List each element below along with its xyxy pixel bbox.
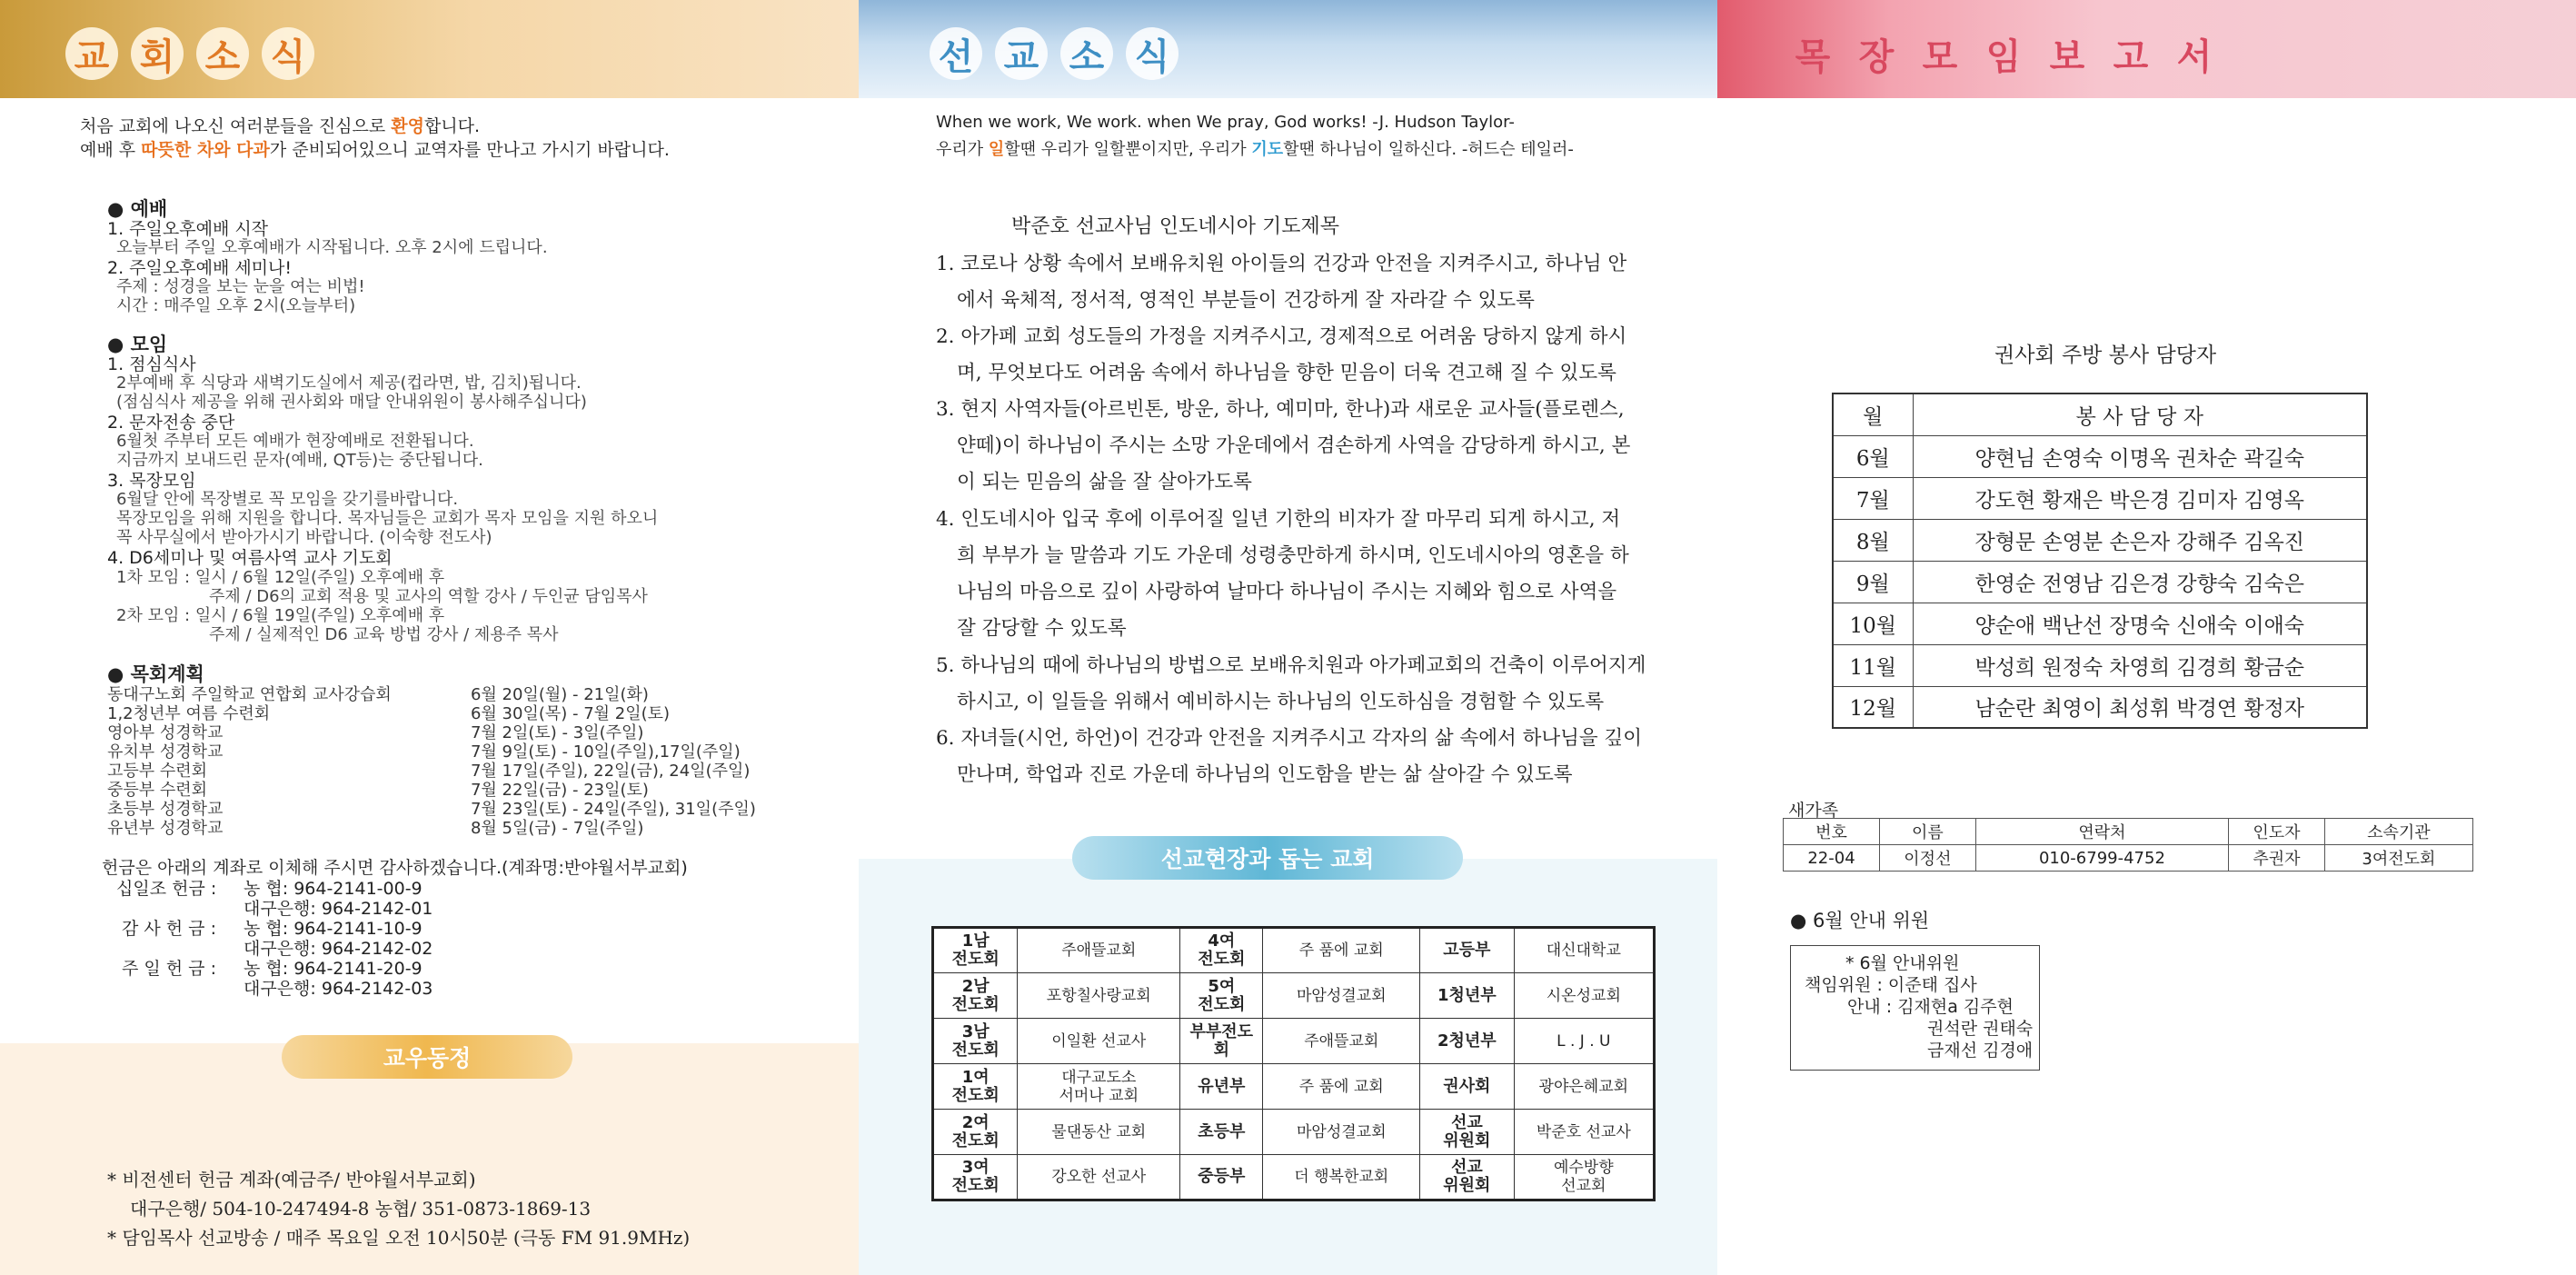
church-row bbox=[933, 1064, 1655, 1110]
plan-event: 유년부 성경학교 bbox=[107, 819, 224, 838]
plan-event: 유치부 성경학교 bbox=[107, 742, 224, 762]
worship-item-title: 1. 주일오후예배 시작 bbox=[107, 219, 269, 239]
plan-event: 동대구노회 주일학교 연합회 교사강습회 bbox=[107, 685, 392, 704]
newcomer-cell: 22-04 bbox=[1784, 845, 1880, 872]
worship-item-text: 시간 : 매주일 오후 2시(오늘부터) bbox=[116, 296, 356, 315]
quote-text: 할땐 하나님이 일하신다. -허드슨 테일러- bbox=[1283, 140, 1574, 159]
prayer-line: 1. 코로나 상황 속에서 보배유치원 아이들의 건강과 안전을 지켜주시고, 하나님 안 bbox=[936, 253, 1627, 275]
plan-event: 고등부 수련회 bbox=[107, 762, 208, 781]
church-news-title bbox=[65, 27, 314, 80]
banner-char: 모 bbox=[1922, 35, 1958, 78]
meeting-item-text: 1차 모임 : 일시 / 6월 12일(주일) 오후예배 후 bbox=[116, 568, 445, 587]
offering-account: 대구은행: 964-2142-01 bbox=[244, 899, 433, 919]
newcomer-cell: 3여전도회 bbox=[2324, 845, 2472, 872]
church-group: 5여 전도회 bbox=[1180, 973, 1263, 1019]
supporting-churches-ribbon: 선교현장과 돕는 교회 bbox=[1072, 836, 1463, 880]
church-group: 초등부 bbox=[1180, 1110, 1263, 1155]
refreshment-highlight: 따뜻한 차와 다과 bbox=[141, 140, 270, 160]
banner-char: 소 bbox=[196, 27, 249, 80]
duty-row bbox=[1833, 519, 2367, 561]
banner-char: 교 bbox=[65, 27, 118, 80]
plan-date: 8월 5일(금) - 7일(주일) bbox=[471, 819, 644, 838]
meeting-item-text: (점심식사 제공을 위해 권사회와 매달 안내위원이 봉사해주십니다) bbox=[116, 393, 587, 412]
duty-month: 11월 bbox=[1833, 644, 1913, 686]
church-supported: 주 품에 교회 bbox=[1263, 928, 1420, 973]
church-group: 2청년부 bbox=[1420, 1019, 1515, 1064]
banner-char: 장 bbox=[1858, 35, 1895, 78]
banner-char: 회 bbox=[131, 27, 184, 80]
prayer-line: 잘 감당할 수 있도록 bbox=[957, 617, 1127, 640]
prayer-line: 만나며, 학업과 진로 가운데 하나님의 인도함을 받는 삶 살아갈 수 있도록 bbox=[957, 763, 1573, 786]
church-supported: 광야은혜교회 bbox=[1514, 1064, 1654, 1110]
church-supported: 주애뜰교회 bbox=[1018, 928, 1180, 973]
church-supported: 예수방향 선교회 bbox=[1514, 1155, 1654, 1200]
banner-char: 선 bbox=[930, 27, 982, 80]
guide-box-title: * 6월 안내위원 bbox=[1845, 953, 1960, 973]
guide-leader: 책임위원 : 이준태 집사 bbox=[1805, 975, 1977, 995]
church-supported: 마암성결교회 bbox=[1263, 973, 1420, 1019]
meeting-item-text: 주제 / 실제적인 D6 교육 방법 강사 / 제용주 목사 bbox=[209, 625, 559, 644]
worship-item-text: 주제 : 성경을 보는 눈을 여는 비법! bbox=[116, 277, 365, 296]
prayer-line: 하시고, 이 일들을 위해서 예비하시는 하나님의 인도하심을 경험할 수 있도록 bbox=[957, 691, 1605, 713]
meeting-heading: ● 모임 bbox=[107, 334, 168, 355]
banner-char: 고 bbox=[2113, 35, 2149, 78]
prayer-line: 3. 현지 사역자들(아르빈톤, 방운, 하나, 예미마, 한나)과 새로운 교사들(플로렌스, bbox=[936, 398, 1625, 421]
banner-char: 목 bbox=[1795, 35, 1831, 78]
plan-date: 6월 20일(월) - 21일(화) bbox=[471, 685, 649, 704]
church-supported: 주 품에 교회 bbox=[1263, 1064, 1420, 1110]
offering-account: 농 협: 964-2141-10-9 bbox=[244, 919, 423, 939]
church-row bbox=[933, 928, 1655, 973]
newcomer-header-cell: 번호 bbox=[1784, 819, 1880, 845]
kitchen-duty-table bbox=[1832, 393, 2368, 729]
prayer-line: 4. 인도네시아 입국 후에 이루어질 일년 기한의 비자가 잘 마무리 되게 하시고, 저 bbox=[936, 508, 1621, 531]
plan-date: 7월 9일(토) - 10일(주일),17일(주일) bbox=[471, 742, 741, 762]
plan-date: 6월 30일(목) - 7월 2일(토) bbox=[471, 704, 671, 723]
plan-event: 영아부 성경학교 bbox=[107, 723, 224, 742]
duty-month: 7월 bbox=[1833, 477, 1913, 519]
church-group: 3남 전도회 bbox=[933, 1019, 1018, 1064]
plan-date: 7월 22일(금) - 23일(토) bbox=[471, 781, 649, 800]
church-group: 2남 전도회 bbox=[933, 973, 1018, 1019]
duty-names: 양현님 손영숙 이명옥 권차순 곽길숙 bbox=[1913, 435, 2367, 477]
plan-row bbox=[107, 815, 643, 839]
banner-char: 서 bbox=[2176, 35, 2213, 78]
newcomer-cell: 추권자 bbox=[2229, 845, 2325, 872]
plan-event: 1,2청년부 여름 수련회 bbox=[107, 704, 271, 723]
church-news-banner bbox=[0, 0, 859, 98]
meeting-item-text: 6월달 안에 목장별로 꼭 모임을 갖기를바랍니다. bbox=[116, 490, 459, 509]
church-news-panel bbox=[0, 0, 859, 1275]
welcome-text: 예배 후 bbox=[80, 140, 142, 160]
guide-box bbox=[1790, 945, 2040, 1071]
church-group: 2여 전도회 bbox=[933, 1110, 1018, 1155]
offering-account: 농 협: 964-2141-20-9 bbox=[244, 959, 423, 979]
guide-heading: ● 6월 안내 위원 bbox=[1790, 910, 1930, 931]
meeting-item-title: 3. 목장모임 bbox=[107, 471, 196, 491]
church-row bbox=[933, 1155, 1655, 1200]
guide-members: 권석란 권태숙 bbox=[1927, 1019, 2034, 1039]
prayer-line: 2. 아가페 교회 성도들의 가정을 지켜주시고, 경제적으로 어려움 당하지 않게 하시 bbox=[936, 325, 1627, 348]
prayer-line: 에서 육체적, 정서적, 영적인 부분들이 건강하게 잘 자라갈 수 있도록 bbox=[957, 289, 1535, 312]
church-supported: 더 행복한교회 bbox=[1263, 1155, 1420, 1200]
duty-header-names: 봉 사 담 당 자 bbox=[1913, 393, 2367, 435]
member-news-ribbon: 교우동정 bbox=[282, 1035, 572, 1079]
church-group: 3여 전도회 bbox=[933, 1155, 1018, 1200]
meeting-item-title: 1. 점심식사 bbox=[107, 354, 196, 374]
church-supported: 포항칠사랑교회 bbox=[1018, 973, 1180, 1019]
duty-month: 6월 bbox=[1833, 435, 1913, 477]
welcome-text: 합니다. bbox=[423, 116, 481, 136]
cell-report-panel bbox=[1717, 0, 2576, 1275]
duty-row bbox=[1833, 686, 2367, 728]
prayer-line: 5. 하나님의 때에 하나님의 방법으로 보배유치원과 아가페교회의 건축이 이루어지게 bbox=[936, 654, 1646, 677]
newcomer-label: 새가족 bbox=[1788, 801, 1839, 821]
meeting-item-text: 2차 모임 : 일시 / 6월 19일(주일) 오후예배 후 bbox=[116, 606, 445, 625]
offering-account: 대구은행: 964-2142-03 bbox=[244, 979, 433, 999]
banner-char: 식 bbox=[262, 27, 314, 80]
kitchen-duty-title: 권사회 주방 봉사 담당자 bbox=[1994, 344, 2217, 367]
duty-names: 한영순 전영남 김은경 강향숙 김숙은 bbox=[1913, 561, 2367, 603]
newcomer-cell: 이정선 bbox=[1880, 845, 1976, 872]
vision-center-account-title: * 비전센터 헌금 계좌(예금주/ 반야월서부교회) bbox=[107, 1169, 476, 1190]
church-supported: 주애뜰교회 bbox=[1263, 1019, 1420, 1064]
church-group: 1여 전도회 bbox=[933, 1064, 1018, 1110]
plan-event: 초등부 성경학교 bbox=[107, 800, 224, 819]
church-group: 4여 전도회 bbox=[1180, 928, 1263, 973]
worship-heading: ● 예배 bbox=[107, 198, 168, 220]
quote-text: 할땐 우리가 일할뿐이지만, 우리가 bbox=[1004, 140, 1252, 159]
banner-char: 식 bbox=[1126, 27, 1179, 80]
offering-intro: 헌금은 아래의 계좌로 이체해 주시면 감사하겠습니다.(계좌명:반야월서부교회) bbox=[102, 858, 688, 878]
church-supported: 물댄동산 교회 bbox=[1018, 1110, 1180, 1155]
church-supported: 강오한 선교사 bbox=[1018, 1155, 1180, 1200]
duty-names: 양순애 백난선 장명숙 신애숙 이애숙 bbox=[1913, 603, 2367, 644]
church-row bbox=[933, 973, 1655, 1019]
duty-month: 10월 bbox=[1833, 603, 1913, 644]
worship-item-title: 2. 주일오후예배 세미나! bbox=[107, 258, 293, 278]
quote-text: 우리가 bbox=[936, 140, 989, 159]
mission-news-banner bbox=[859, 0, 1717, 98]
duty-header-month: 월 bbox=[1833, 393, 1913, 435]
church-supported: 마암성결교회 bbox=[1263, 1110, 1420, 1155]
meeting-item-text: 주제 / D6의 교회 적용 및 교사의 역할 강사 / 두인균 담임목사 bbox=[209, 587, 648, 606]
prayer-title: 박준호 선교사님 인도네시아 기도제목 bbox=[1011, 215, 1340, 238]
offering-account: 대구은행: 964-2142-02 bbox=[244, 939, 433, 959]
church-group: 1남 전도회 bbox=[933, 928, 1018, 973]
offering-label: 주 일 헌 금 : bbox=[122, 959, 216, 979]
banner-char: 보 bbox=[2049, 35, 2085, 78]
newcomer-cell: 010-6799-4752 bbox=[1975, 845, 2228, 872]
mission-quote-korean bbox=[936, 136, 1574, 160]
vision-center-account-numbers: 대구은행/ 504-10-247494-8 농협/ 351-0873-1869-13 bbox=[130, 1198, 592, 1220]
prayer-line: 희 부부가 늘 말씀과 기도 가운데 성령충만하게 하시며, 인도네시아의 영혼을 하 bbox=[957, 544, 1629, 567]
plan-date: 7월 2일(토) - 3일(주일) bbox=[471, 723, 644, 742]
church-group: 유년부 bbox=[1180, 1064, 1263, 1110]
duty-row bbox=[1833, 603, 2367, 644]
church-supported: 대구교도소 서머나 교회 bbox=[1018, 1064, 1180, 1110]
offering-label: 십일조 헌금 : bbox=[116, 879, 217, 899]
supporting-churches-table bbox=[931, 926, 1656, 1201]
newcomer-header-cell: 이름 bbox=[1880, 819, 1976, 845]
duty-names: 박성희 원정숙 차영희 김경희 황금순 bbox=[1913, 644, 2367, 686]
plan-event: 중등부 수련회 bbox=[107, 781, 208, 800]
church-group: 선교 위원회 bbox=[1420, 1110, 1515, 1155]
newcomer-header-cell: 연락처 bbox=[1975, 819, 2228, 845]
newcomer-header-row bbox=[1784, 819, 2473, 845]
duty-names: 강도현 황재은 박은경 김미자 김영옥 bbox=[1913, 477, 2367, 519]
quote-highlight-work: 일 bbox=[988, 140, 1005, 159]
worship-item-text: 오늘부터 주일 오후예배가 시작됩니다. 오후 2시에 드립니다. bbox=[116, 238, 548, 257]
church-supported: 박준호 선교사 bbox=[1514, 1110, 1654, 1155]
prayer-line: 6. 자녀들(시언, 하언)이 건강과 안전을 지켜주시고 각자의 삶 속에서 하나님을 깊이 bbox=[936, 727, 1643, 750]
meeting-item-text: 꼭 사무실에서 받아가시기 바랍니다. (이숙향 전도사) bbox=[116, 528, 492, 547]
church-supported: 시온성교회 bbox=[1514, 973, 1654, 1019]
meeting-item-text: 2부예배 후 식당과 새벽기도실에서 제공(컵라면, 밥, 김치)됩니다. bbox=[116, 374, 582, 393]
banner-char: 임 bbox=[1985, 35, 2022, 78]
mission-quote-english: When we work, We work. when We pray, God works! -J. Hudson Taylor- bbox=[936, 113, 1515, 132]
church-row bbox=[933, 1019, 1655, 1064]
mission-news-panel bbox=[859, 0, 1717, 1275]
plan-date: 7월 17일(주일), 22일(금), 24일(주일) bbox=[471, 762, 751, 781]
church-group: 부부전도회 bbox=[1180, 1019, 1263, 1064]
newcomer-table bbox=[1783, 818, 2473, 872]
church-row bbox=[933, 1110, 1655, 1155]
church-group: 고등부 bbox=[1420, 928, 1515, 973]
welcome-text: 처음 교회에 나오신 여러분들을 진심으로 bbox=[80, 116, 392, 136]
newcomer-header-cell: 소속기관 bbox=[2324, 819, 2472, 845]
meeting-item-text: 6월첫 주부터 모든 예배가 현장예배로 전환됩니다. bbox=[116, 432, 474, 451]
banner-char: 교 bbox=[995, 27, 1048, 80]
prayer-line: 이 되는 믿음의 삶을 잘 살아가도록 bbox=[957, 471, 1252, 493]
prayer-line: 얀떼)이 하나님이 주시는 소망 가운데에서 겸손하게 사역을 감당하게 하시고, 본 bbox=[957, 434, 1631, 457]
duty-header-row bbox=[1833, 393, 2367, 435]
duty-month: 12월 bbox=[1833, 686, 1913, 728]
duty-row bbox=[1833, 644, 2367, 686]
meeting-item-text: 목장모임을 위해 지원을 합니다. 목자님들은 교회가 목자 모임을 지원 하오니 bbox=[116, 509, 659, 528]
prayer-line: 나님의 마음으로 깊이 사랑하여 날마다 하나님이 주시는 지혜와 힘으로 사역을 bbox=[957, 581, 1617, 603]
radio-broadcast-info: * 담임목사 선교방송 / 매주 목요일 오전 10시50분 (극동 FM 91.9MHz) bbox=[107, 1227, 691, 1249]
church-group: 중등부 bbox=[1180, 1155, 1263, 1200]
mission-news-title bbox=[930, 27, 1179, 80]
duty-row bbox=[1833, 435, 2367, 477]
church-supported: 대신대학교 bbox=[1514, 928, 1654, 973]
cell-report-title bbox=[1786, 27, 2221, 80]
plan-date: 7월 23일(토) - 24일(주일), 31일(주일) bbox=[471, 800, 756, 819]
welcome-line-2 bbox=[80, 136, 670, 161]
offering-label: 감 사 헌 금 : bbox=[122, 919, 216, 939]
welcome-text: 가 준비되어있으니 교역자를 만나고 가시기 바랍니다. bbox=[269, 140, 670, 160]
church-supported: L . J . U bbox=[1514, 1019, 1654, 1064]
church-group: 선교 위원회 bbox=[1420, 1155, 1515, 1200]
plan-heading: ● 목회계획 bbox=[107, 663, 204, 685]
duty-names: 장형문 손영분 손은자 강해주 김옥진 bbox=[1913, 519, 2367, 561]
offering-account: 농 협: 964-2141-00-9 bbox=[244, 879, 423, 899]
church-group: 권사회 bbox=[1420, 1064, 1515, 1110]
duty-month: 8월 bbox=[1833, 519, 1913, 561]
prayer-line: 며, 무엇보다도 어려움 속에서 하나님을 향한 믿음이 더욱 견고해 질 수 있도록 bbox=[957, 362, 1616, 384]
meeting-item-title: 4. D6세미나 및 여름사역 교사 기도회 bbox=[107, 548, 393, 568]
cell-report-banner bbox=[1717, 0, 2576, 98]
newcomer-row bbox=[1784, 845, 2473, 872]
church-supported: 이일환 선교사 bbox=[1018, 1019, 1180, 1064]
newcomer-header-cell: 인도자 bbox=[2229, 819, 2325, 845]
guide-members: 금재선 김경애 bbox=[1927, 1041, 2034, 1061]
duty-month: 9월 bbox=[1833, 561, 1913, 603]
welcome-highlight: 환영 bbox=[391, 116, 424, 136]
meeting-item-title: 2. 문자전송 중단 bbox=[107, 413, 235, 433]
guide-members: 안내 : 김재현a 김주현 bbox=[1847, 997, 2014, 1017]
duty-names: 남순란 최영이 최성휘 박경연 황정자 bbox=[1913, 686, 2367, 728]
duty-row bbox=[1833, 561, 2367, 603]
banner-char: 소 bbox=[1060, 27, 1113, 80]
quote-highlight-prayer: 기도 bbox=[1251, 140, 1284, 159]
church-group: 1청년부 bbox=[1420, 973, 1515, 1019]
duty-row bbox=[1833, 477, 2367, 519]
welcome-line-1 bbox=[80, 113, 480, 137]
meeting-item-text: 지금까지 보내드린 문자(예배, QT등)는 중단됩니다. bbox=[116, 451, 483, 470]
